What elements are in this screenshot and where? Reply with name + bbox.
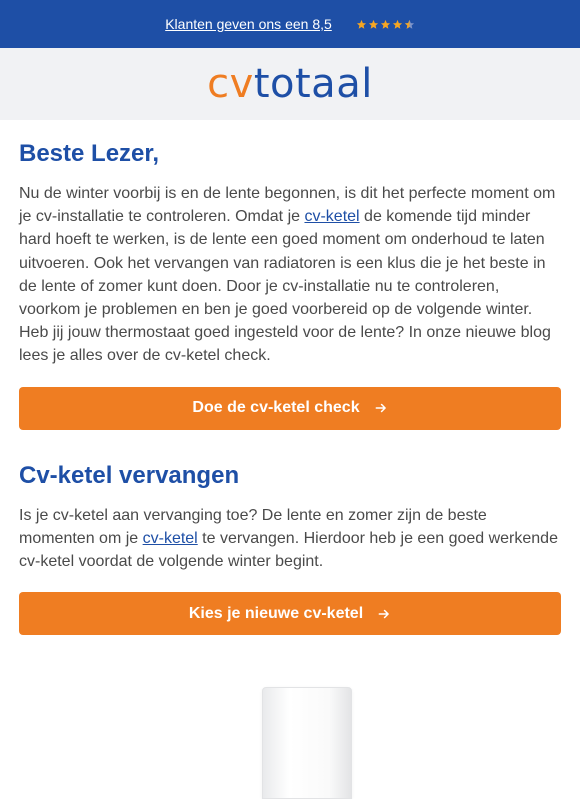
cv-ketel-link[interactable]: cv-ketel [304,208,360,226]
star-icon [368,19,379,30]
star-icon [380,19,391,30]
cv-ketel-link-2[interactable]: cv-ketel [142,529,198,547]
replace-heading: Cv-ketel vervangen [19,461,240,489]
greeting-heading: Beste Lezer, [19,140,160,167]
rating-link[interactable]: Klanten geven ons een 8,5 [165,16,332,32]
arrow-right-icon [377,607,391,621]
logo-bar [0,48,580,120]
replace-paragraph: Is je cv-ketel aan vervanging toe? De lente en zomer zijn de beste momenten om je cv-ketel te vervangen. Hierdoor heb je een goed werkende cv-ketel voordat de volgende winter begint. [19,506,558,571]
star-icon [392,19,403,30]
boiler-image[interactable] [262,687,352,799]
intro-paragraph: Nu de winter voorbij is en de lente begonnen, is dit het perfecte moment om je cv-installatie te controleren. Omdat je cv-ketel de komende tijd minder hard hoeft te werken, is de lente een goed moment om onderhoud te laten uitvoeren. Ook het vervangen van radiatoren is een klus die je het beste in de lente of zomer kunt doen. Door je cv-installatie nu te controleren, voorkom je problemen en ben je goed voorbereid op de volgende winter. Heb jij jouw thermostaat goed ingesteld voor de lente? In onze nieuwe blog lees je alles over de cv-ketel check. [19,185,556,365]
check-button[interactable]: Doe de cv-ketel check [19,387,561,430]
email-content [0,120,580,795]
rating-stars [356,19,415,30]
product-image-area [19,635,561,795]
rating-bar [0,0,580,48]
cvtotaal-logo[interactable]: cvtotaal [207,61,373,107]
star-icon [356,19,367,30]
choose-boiler-button[interactable]: Kies je nieuwe cv-ketel [19,592,561,635]
half-star-icon [404,19,415,30]
arrow-right-icon [374,401,388,415]
